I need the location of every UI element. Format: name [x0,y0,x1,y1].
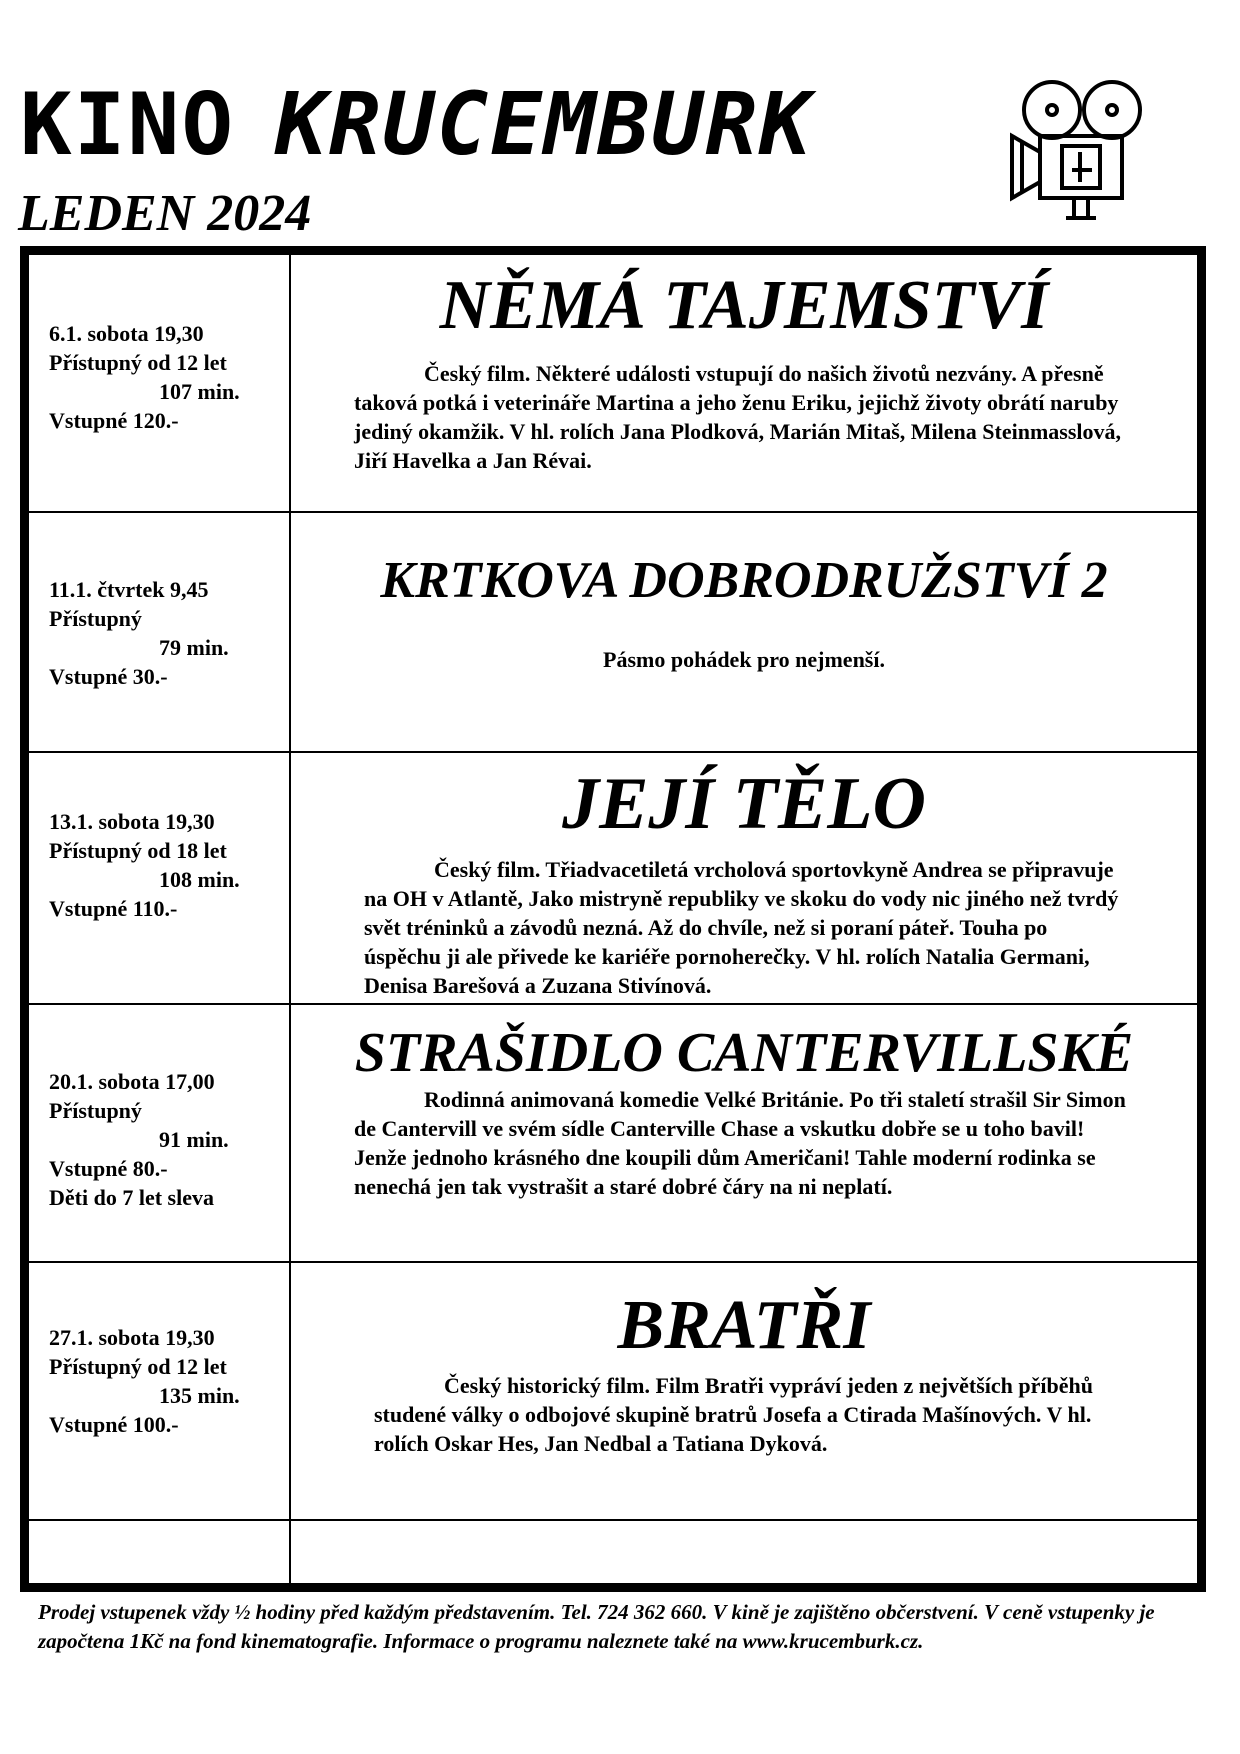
poster-title [20,75,813,175]
screening-info [27,253,291,513]
screening-rating: Přístupný od 12 let [49,1354,227,1379]
screening-duration: 79 min. [159,635,229,660]
film-entry [289,511,1199,753]
film-title: BRATŘI [617,1287,871,1364]
screening-duration: 91 min. [159,1127,229,1152]
film-title: NĚMÁ TAJEMSTVÍ [439,267,1049,344]
film-description: Český historický film. Film Bratři vypráví jeden z největších příběhů studené války o odbojové skupině bratrů Josefa a Ctirada Mašínových. V hl. rolích Oskar Hes, Jan Nedbal a Tatiana Dyková. [374,1373,1093,1456]
film-title: STRAŠIDLO CANTERVILLSKÉ [354,1022,1134,1084]
screening-rating: Přístupný [49,606,142,631]
film-entry [289,1261,1199,1521]
film-entry [289,253,1199,513]
screening-date-time: 27.1. sobota 19,30 [49,1325,215,1350]
screening-info [27,1261,291,1521]
screening-date-time: 20.1. sobota 17,00 [49,1069,215,1094]
screening-date-time: 6.1. sobota 19,30 [49,321,204,346]
screening-rating: Přístupný od 12 let [49,350,227,375]
film-entry [289,1003,1199,1263]
empty-info-cell [27,1519,291,1585]
screening-price: Vstupné 30.- [49,664,168,689]
film-description: Pásmo pohádek pro nejmenší. [603,647,885,672]
empty-film-cell [289,1519,1199,1585]
screening-duration: 108 min. [159,867,240,892]
month-heading: LEDEN 2024 [18,185,312,242]
screening-discount-note: Děti do 7 let sleva [49,1185,214,1210]
movie-camera-icon [1000,74,1165,224]
screening-rating: Přístupný [49,1098,142,1123]
film-title: KRTKOVA DOBRODRUŽSTVÍ 2 [380,552,1108,609]
screening-price: Vstupné 110.- [49,896,178,921]
title-word-krucemburk: KRUCEMBURK [275,75,813,175]
screening-price: Vstupné 120.- [49,408,179,433]
film-description: Rodinná animovaná komedie Velké Británie. Po tři staletí strašil Sir Simon de Cantervill ve svém sídle Canterville Chase a vskutku dobře se u toho bavil! Jenže jednoho krásného dne koupili dům Američani! Tahle moderní rodinka se nenechá jen tak vystrašit a staré dobré čáry na ni neplatí. [354,1087,1126,1199]
title-word-kino: KINO [20,75,236,175]
screening-info [27,751,291,1005]
screening-rating: Přístupný od 18 let [49,838,227,863]
footer-note: Prodej vstupenek vždy ½ hodiny před každým představením. Tel. 724 362 660. V kině je zajištěno občerstvení. V ceně vstupenky je započtena 1Kč na fond kinematografie. Informace o programu naleznete také na www.krucemburk.cz. [38,1600,1155,1653]
screening-info [27,511,291,753]
film-title: JEJÍ TĚLO [562,763,926,845]
schedule-table [20,246,1206,1592]
screening-price: Vstupné 100.- [49,1412,179,1437]
film-description: Český film. Některé události vstupují do našich životů nezvány. A přesně taková potká i veterináře Martina a jeho ženu Eriku, jejichž životy obrátí naruby jediný okamžik. V hl. rolích Jana Plodková, Marián Mitaš, Milena Steinmasslová, Jiří Havelka a Jan Révai. [354,361,1122,473]
screening-date-time: 13.1. sobota 19,30 [49,809,215,834]
film-entry [289,751,1199,1005]
screening-date-time: 11.1. čtvrtek 9,45 [49,577,209,602]
film-description: Český film. Třiadvacetiletá vrcholová sportovkyně Andrea se připravuje na OH v Atlantě, Jako mistryně republiky ve skoku do vody nic jiného než tvrdý svět tréninků a závodů nezná. Až do chvíle, než si poraní páteř. Touha po úspěchu ji ale přivede ke kariéře pornoherečky. V hl. rolích Natalia Germani, Denisa Barešová a Zuzana Stivínová. [364,857,1119,998]
screening-duration: 107 min. [159,379,240,404]
screening-info [27,1003,291,1263]
screening-duration: 135 min. [159,1383,240,1408]
screening-price: Vstupné 80.- [49,1156,168,1181]
